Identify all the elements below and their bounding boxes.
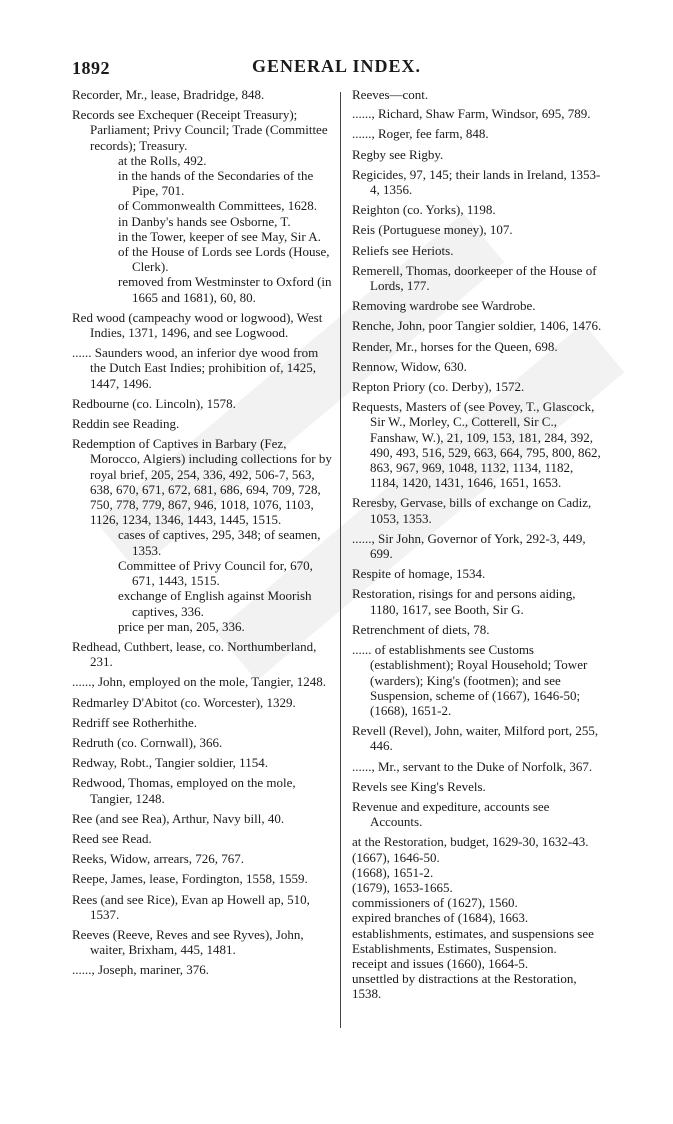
index-subentry: exchange of English against Moorish captives, 336. — [118, 588, 312, 619]
index-entry-heading: ......, Roger, fee farm, 848. — [352, 126, 489, 142]
index-subentry: (1668), 1651-2. — [352, 864, 434, 880]
index-entry — [72, 892, 332, 922]
index-subentry: (1667), 1646-50. — [352, 849, 440, 865]
index-entry — [352, 298, 602, 313]
index-subentry: expired branches of (1684), 1663. — [352, 910, 529, 926]
index-entry — [352, 106, 602, 121]
index-entry — [352, 202, 602, 217]
index-entry-heading: ......, Mr., servant to the Duke of Norfolk, 367. — [352, 758, 593, 774]
index-entry-heading: Redmarley D'Abitot (co. Worcester), 1329. — [72, 694, 296, 710]
index-entry — [72, 416, 332, 431]
index-entry-heading: Redriff see Rotherhithe. — [72, 714, 198, 730]
index-entry — [72, 735, 332, 750]
index-entry-heading: Remerell, Thomas, doorkeeper of the House of Lords, 177. — [352, 262, 597, 294]
index-entry-heading: ......, Richard, Shaw Farm, Windsor, 695, 789. — [352, 106, 591, 122]
index-entry — [352, 359, 602, 374]
index-entry-heading: Rees (and see Rice), Evan ap Howell ap, 510, 1537. — [72, 891, 310, 922]
index-subentry: price per man, 205, 336. — [118, 618, 245, 634]
index-entry-heading: Redruth (co. Cornwall), 366. — [72, 734, 223, 750]
page-title: GENERAL INDEX. — [251, 56, 422, 76]
index-entry — [352, 759, 602, 774]
index-entry — [352, 586, 602, 616]
index-entry-heading: Reeves (Reeve, Reves and see Ryves), John, waiter, Brixham, 445, 1481. — [72, 926, 304, 958]
index-entry-heading: ......, Sir John, Governor of York, 292-3, 449, 699. — [352, 530, 586, 562]
index-subentry: at the Restoration, budget, 1629-30, 1632-43. — [352, 834, 589, 850]
index-entry-heading: Revenue and expediture, accounts see Accounts. — [352, 798, 550, 830]
index-subentry: of Commonwealth Committees, 1628. — [118, 198, 317, 214]
index-entry-heading: Revell (Revel), John, waiter, Milford port, 255, 446. — [352, 723, 599, 754]
index-entry-heading: Rennow, Widow, 630. — [352, 358, 467, 374]
index-entry — [72, 107, 332, 305]
index-entry-heading: Removing wardrobe see Wardrobe. — [352, 298, 536, 314]
index-entry — [72, 87, 332, 102]
index-entry-heading: Records see Exchequer (Receipt Treasury); Parliament; Privy Council; Trade (Committee records); Treasury. — [72, 107, 328, 153]
index-entry-heading: ...... of establishments see Customs (establishment); Royal Household; Tower (warders); King's (footmen); and see Suspension, scheme of (1667), 1646-50; (1668), 1651-2. — [352, 642, 588, 718]
index-entry-heading: Ree (and see Rea), Arthur, Navy bill, 40. — [72, 810, 285, 826]
index-entry — [352, 799, 602, 829]
index-entry-heading: Redwood, Thomas, employed on the mole, Tangier, 1248. — [72, 775, 296, 806]
index-subentry: in Danby's hands see Osborne, T. — [118, 213, 291, 229]
index-entry-heading: Regby see Rigby. — [352, 146, 444, 162]
index-entry-heading: Requests, Masters of (see Povey, T., Glascock, Sir W., Morley, C., Cotterell, Sir C., Fanshaw, W.), 21, 109, 153, 181, 284, 392, 490, 493, 516, 529, 663, 664, 795, 800, 862, 863, 967, 969, 1048, 1132, 1134, 1182, 1184, 1420, 1431, 1646, 1651, 1653. — [352, 399, 601, 491]
index-entry — [72, 831, 332, 846]
index-entry-heading: Red wood (campeachy wood or logwood), West Indies, 1371, 1496, and see Logwood. — [72, 309, 323, 341]
index-entry — [72, 695, 332, 710]
index-entry-heading: ......, John, employed on the mole, Tangier, 1248. — [72, 674, 326, 690]
index-entry-heading: Reed see Read. — [72, 830, 152, 846]
index-entry-heading: Redemption of Captives in Barbary (Fez, Morocco, Algiers) including collections for by royal brief, 205, 254, 336, 492, 506-7, 563, 638, 670, 671, 672, 681, 686, 694, 709, 728, 750, 778, 779, 867, 946, 1018, 1076, 1103, 1126, 1234, 1346, 1443, 1445, 1515. — [72, 436, 332, 528]
index-subentry: in the Tower, keeper of see May, Sir A. — [118, 228, 321, 244]
index-entry — [72, 962, 332, 977]
index-entry — [352, 531, 602, 561]
index-entry — [72, 811, 332, 826]
index-entry-heading: Restoration, risings for and persons aiding, 1180, 1617, see Booth, Sir G. — [352, 586, 576, 617]
index-entry-heading: Reresby, Gervase, bills of exchange on Cadiz, 1053, 1353. — [352, 495, 592, 526]
index-entry — [72, 775, 332, 805]
index-entry-heading: Respite of homage, 1534. — [352, 566, 486, 582]
index-entry-heading: Recorder, Mr., lease, Bradridge, 848. — [72, 87, 265, 102]
index-entry — [352, 566, 602, 581]
continuation-heading: Reeves—cont. — [352, 87, 429, 102]
index-entry-heading: Regicides, 97, 145; their lands in Ireland, 1353-4, 1356. — [352, 166, 601, 198]
index-entry — [352, 167, 602, 197]
index-entry — [72, 639, 332, 669]
index-entry — [352, 379, 602, 394]
index-entry-heading: ......, Joseph, mariner, 376. — [72, 962, 210, 978]
index-subentry: cases of captives, 295, 348; of seamen, 1353. — [118, 527, 321, 558]
index-subentry: in the hands of the Secondaries of the Pipe, 701. — [118, 168, 314, 199]
index-entry-heading: Redbourne (co. Lincoln), 1578. — [72, 395, 236, 411]
index-entry — [72, 755, 332, 770]
index-entry — [352, 339, 602, 354]
index-entry-heading: Reighton (co. Yorks), 1198. — [352, 202, 496, 218]
index-subentry: at the Rolls, 492. — [118, 152, 207, 168]
index-entry-heading: Redway, Robt., Tangier soldier, 1154. — [72, 755, 268, 771]
index-entry — [352, 723, 602, 753]
index-entry — [352, 222, 602, 237]
index-entry — [352, 126, 602, 141]
index-subentry: of the House of Lords see Lords (House, Clerk). — [118, 244, 330, 275]
index-entry — [72, 310, 332, 340]
index-entry-heading: Repton Priory (co. Derby), 1572. — [352, 379, 525, 395]
index-subentry: establishments, estimates, and suspensions see Establishments, Estimates, Suspension. — [352, 925, 594, 956]
index-entry — [352, 318, 602, 333]
index-subentry: Committee of Privy Council for, 670, 671, 1443, 1515. — [118, 557, 313, 589]
index-subentry: commissioners of (1627), 1560. — [352, 895, 518, 911]
index-entry-heading: Reliefs see Heriots. — [352, 242, 454, 258]
index-entry-heading: Reddin see Reading. — [72, 416, 180, 432]
page-number: 1892 — [72, 58, 110, 78]
index-entry — [72, 927, 332, 957]
column-divider — [340, 92, 341, 1028]
index-column-left — [72, 87, 332, 983]
index-entry — [72, 871, 332, 886]
index-entry — [72, 674, 332, 689]
index-entry — [72, 436, 332, 634]
index-subentry: unsettled by distractions at the Restoration, 1538. — [352, 971, 577, 1002]
index-entry-heading: ...... Saunders wood, an inferior dye wood from the Dutch East Indies; prohibition of, 1425, 1447, 1496. — [72, 345, 319, 391]
index-entry — [352, 495, 602, 525]
index-entry — [352, 243, 602, 258]
index-entry — [72, 851, 332, 866]
index-entry — [72, 396, 332, 411]
index-subentry: removed from Westminster to Oxford (in 1665 and 1681), 60, 80. — [118, 274, 332, 305]
index-entry — [352, 642, 602, 718]
index-entry-heading: Render, Mr., horses for the Queen, 698. — [352, 338, 558, 354]
index-entry-heading: Renche, John, poor Tangier soldier, 1406, 1476. — [352, 318, 602, 334]
index-entry — [352, 622, 602, 637]
index-entry — [352, 263, 602, 293]
index-entry-heading: Reeks, Widow, arrears, 726, 767. — [72, 851, 245, 867]
index-entry-heading: Redhead, Cuthbert, lease, co. Northumberland, 231. — [72, 638, 317, 670]
index-entry-heading: Reis (Portuguese money), 107. — [352, 222, 513, 238]
index-subentry: receipt and issues (1660), 1664-5. — [352, 955, 529, 971]
index-entry-heading: Retrenchment of diets, 78. — [352, 621, 490, 637]
index-entry — [72, 715, 332, 730]
index-entry — [352, 399, 602, 490]
index-entry — [352, 147, 602, 162]
index-entry-heading: Reepe, James, lease, Fordington, 1558, 1559. — [72, 871, 308, 887]
index-subentry: (1679), 1653-1665. — [352, 879, 453, 895]
index-entry — [72, 345, 332, 391]
index-column-right — [352, 87, 602, 1002]
index-entry-heading: Revels see King's Revels. — [352, 778, 486, 794]
index-entry — [352, 779, 602, 794]
